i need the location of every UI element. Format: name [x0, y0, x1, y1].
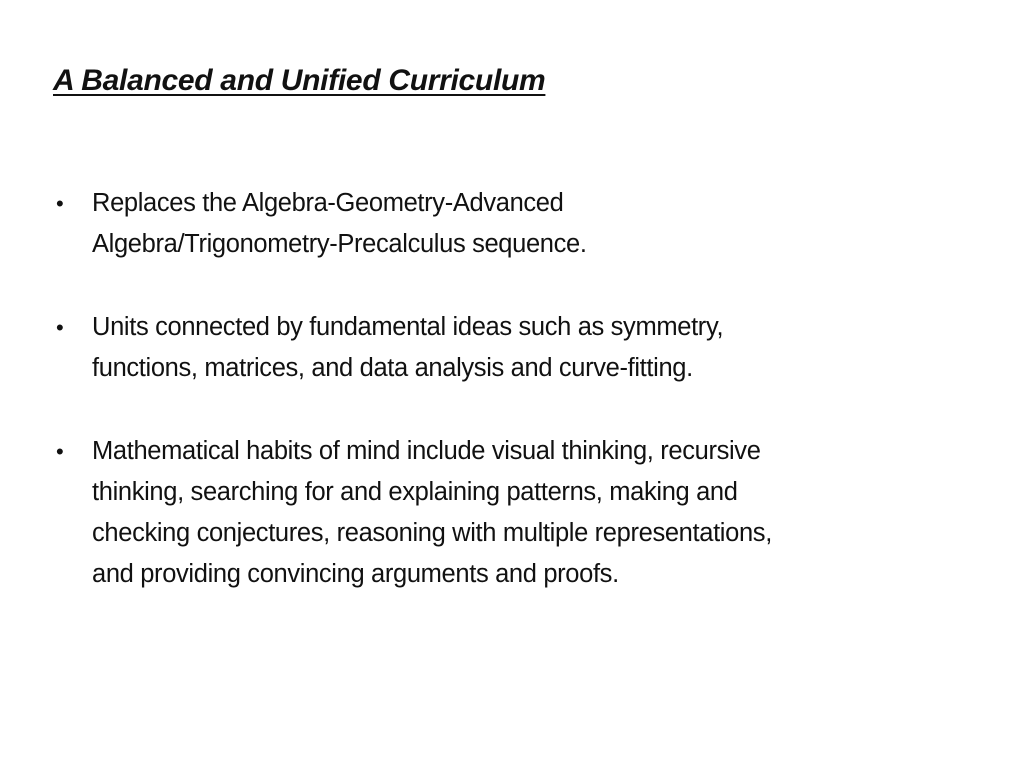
bullet-line: checking conjectures, reasoning with multiple representations, [92, 519, 772, 547]
bullet-line: Mathematical habits of mind include visual thinking, recursive [92, 437, 761, 465]
bullet-line: Units connected by fundamental ideas such as symmetry, [92, 313, 724, 341]
bullet-marker: • [56, 439, 64, 464]
bullet-item [56, 183, 986, 265]
bullet-list [56, 183, 986, 595]
bullet-line: Algebra/Trigonometry-Precalculus sequence. [92, 230, 587, 258]
slide-title: A Balanced and Unified Curriculum [53, 64, 546, 97]
bullet-line: and providing convincing arguments and proofs. [92, 560, 619, 588]
bullet-line: Replaces the Algebra-Geometry-Advanced [92, 189, 564, 217]
bullet-line: thinking, searching for and explaining patterns, making and [92, 478, 738, 506]
bullet-line: functions, matrices, and data analysis and curve-fitting. [92, 354, 693, 382]
bullet-marker: • [56, 191, 64, 216]
bullet-item [56, 307, 986, 389]
bullet-item [56, 431, 986, 595]
bullet-marker: • [56, 315, 64, 340]
